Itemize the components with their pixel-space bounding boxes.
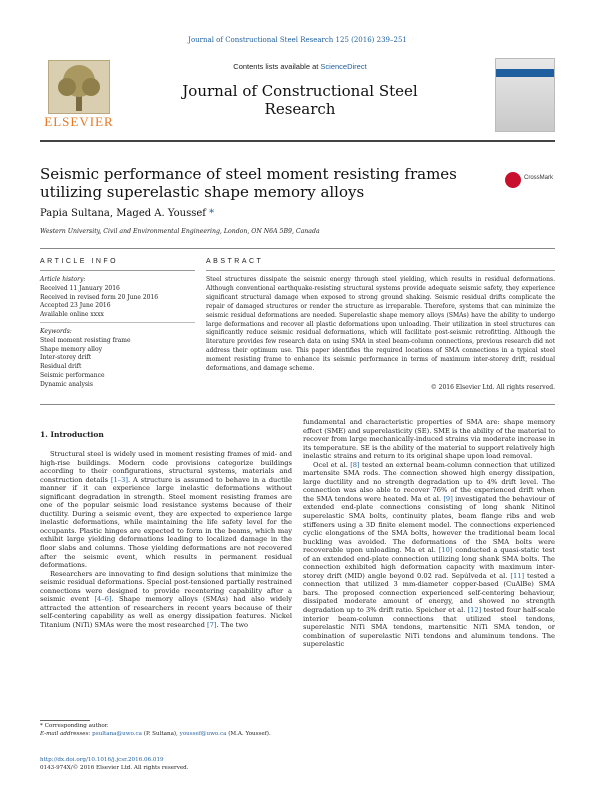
corresponding-author-mark[interactable]: * (209, 208, 215, 219)
article-history (40, 276, 195, 320)
citation-link[interactable]: [11] (510, 571, 525, 580)
paragraph-text: . The two (216, 620, 249, 629)
paragraph-text: Ocel et al. (313, 460, 351, 469)
paragraph (303, 461, 555, 649)
journal-title: Journal of Constructional Steel Research (182, 82, 418, 118)
paragraph-text: Researchers are innovating to find design solutions that minimize the seismic residual deformations. Special post-tensioned partially restrained connections were designed to provide recentering capability after a seismic event (40, 569, 292, 604)
paragraph-text: investigated the behaviour of extended end-plate connections consisting of long shank Nitinol superelastic SMA bolts, continuity plates, beam flange ribs and web stiffeners using a 3D finite element model. The connections experienced cyclic elongations of the SMA bolts, however the traditional beam local buckling was avoided. The deformations of the SMA bolts were recoverable upon unloading. Ma et al. (303, 494, 555, 555)
paragraph (40, 450, 292, 570)
journal-cover-image (495, 58, 555, 132)
crossmark-label: CrossMark (524, 175, 554, 181)
elsevier-tree-icon (48, 60, 110, 114)
crossmark-badge[interactable] (505, 170, 560, 194)
paragraph-text: . A structure is assumed to behave in a ductile manner if it can experience large inelastic deformations without significant degradation in strength. Steel moment resisting frames are one of the popular seismic load resistance systems because of their ductility. During a seismic event, they are expected to experience large inelastic deformations, while maintaining the life safety level for the occupants. Plastic hinges are expected to form in the beams, which may exhibit large yielding deformations leading to localized damage in the floor slabs and columns. Those yielding deformations are not recovered after the seismic event, which results in permanent residual deformations. (40, 475, 293, 570)
contents-prefix: Contents lists available at (233, 62, 321, 71)
paragraph-text: conducted a quasi-static test of an extended end-plate connection utilizing long shank SMA bolts. The connection exhibited high deformation capacity with maximum inter-storey drift (MID) angle beyond 0.02 rad. Sepúlveda et al. (303, 546, 555, 580)
citation-link[interactable]: [4–6] (94, 595, 112, 604)
keyword-item: Shape memory alloy (40, 345, 102, 353)
citation-link[interactable]: [10] (438, 546, 453, 555)
history-item: Received 11 January 2016 (40, 284, 120, 292)
citation-link[interactable]: [7] (207, 620, 217, 629)
cover-band (496, 69, 554, 77)
paragraph-text: tested an external beam-column connection that utilized martensite SMA rods. The connection showed high energy dissipation, large ductility and no strength degradation up to 4% drift level. The connection was also able to recover 76% of the experienced drift when the SMA tendons were heated. Ma et al. (303, 460, 555, 503)
sciencedirect-link[interactable]: ScienceDirect (320, 62, 367, 71)
keywords-block (40, 328, 195, 390)
contents-line (150, 62, 450, 71)
article-info-rule (40, 270, 195, 271)
email-owner: (P. Sultana), (142, 731, 180, 737)
paragraph-text: tested a connection that utilized 3 mm-diameter copper-based (CuAlBe) SMA bars. The proposed connection experienced self-centering behaviour, dissipated moderate amount of energy, and showed no strength degradation up to 3% drift ratio. Speicher et al. (303, 571, 555, 615)
history-item: Received in revised form 20 June 2016 (40, 293, 159, 301)
keyword-item: Inter-storey drift (40, 354, 92, 362)
body-column-left (40, 450, 292, 629)
article-info-heading: ARTICLE INFO (40, 258, 119, 265)
keyword-item: Dynamic analysis (40, 380, 93, 388)
history-item: Accepted 23 June 2016 (40, 302, 111, 310)
paragraph-text: Structural steel is widely used in moment resisting frames of mid- and high-rise buildings. Modern code provisions categorize buildings according to their configurations, structural systems, materials and construction details (40, 450, 292, 484)
body-divider (40, 404, 555, 405)
page-footer (40, 756, 292, 772)
footnote (40, 722, 292, 738)
email-link[interactable]: youssef@uwo.ca (179, 731, 227, 737)
issn-line: 0143-974X/© 2016 Elsevier Ltd. All rights reserved. (40, 765, 189, 771)
keywords-label: Keywords: (40, 328, 72, 335)
affiliation-divider (40, 248, 555, 249)
citation-link[interactable]: [12] (467, 606, 482, 615)
paragraph (303, 418, 555, 461)
abstract-copyright: © 2016 Elsevier Ltd. All rights reserved. (430, 384, 555, 391)
affiliation: Western University, Civil and Environmental Engineering, London, ON N6A 5B9, Canada (40, 228, 320, 235)
paragraph-text: fundamental and characteristic properties of SMA are: shape memory effect (SME) and superelasticity (SE). SME is the ability of the material to recover from large mechanically-induced strains via moderate increase in its temperature. SE is the ability of the material to support relatively high inelastic strains and return to its original shape upon load removal. (303, 418, 555, 461)
footnote-divider (40, 720, 90, 721)
paragraph-text: tested four half-scale interior beam-column connections that utilized steel tendons, superelastic NiTi SMA tendons, martensitic NiTi SMA tendon, or combination of superelastic NiTi tendons and aluminum tendons. The superelastic (303, 606, 555, 649)
keyword-item: Seismic performance (40, 371, 105, 379)
corresponding-author-note: * Corresponding author. (40, 723, 109, 729)
doi-link[interactable]: http://dx.doi.org/10.1016/j.jcsr.2016.06.019 (40, 757, 164, 763)
header-divider (40, 140, 555, 142)
history-item: Available online xxxx (40, 311, 104, 319)
abstract-rule (206, 270, 555, 271)
elsevier-logo (40, 60, 118, 130)
paragraph-text: . Shape memory alloys (SMAs) had also widely attracted the attention of researchers in recent years because of their self-centering capability as well as energy dissipation features. Nickel Titanium (NiTi) SMAs were the most researched (40, 595, 292, 629)
history-label: Article history: (40, 276, 86, 283)
paragraph (40, 570, 292, 630)
author-list (40, 208, 214, 219)
history-divider (40, 322, 195, 323)
citation-link[interactable]: [8] (350, 460, 360, 469)
citation-link[interactable]: [9] (443, 494, 453, 503)
email-label: E-mail addresses: (40, 731, 93, 737)
journal-citation[interactable]: Journal of Constructional Steel Research 125 (2016) 239–251 (188, 36, 407, 44)
email-link[interactable]: psultana@uwo.ca (92, 731, 143, 737)
email-note (40, 730, 292, 738)
body-column-right (303, 418, 555, 649)
authors-names: Papia Sultana, Maged A. Youssef (40, 208, 206, 219)
keyword-item: Residual drift (40, 363, 82, 371)
citation-link[interactable]: [1–3] (110, 475, 128, 484)
email-owner: (M.A. Youssef). (226, 731, 271, 737)
section-heading-introduction: 1. Introduction (40, 430, 104, 439)
abstract-heading: ABSTRACT (206, 258, 264, 265)
journal-header (40, 56, 555, 136)
elsevier-wordmark: ELSEVIER (44, 114, 114, 129)
keyword-item: Steel moment resisting frame (40, 336, 131, 344)
abstract-text: Steel structures dissipate the seismic energy through steel yielding, which results in residual deformations. Although conventional earthquake-resisting structural systems provide adequate seismic safety, they experience significant structural damage when exposed to strong ground shaking. Seismic residual drifts complicate the repair of damaged structures or render the structure as irreparable. Therefore, systems that can minimize the seismic residual deformations are needed. Superelastic shape memory alloys (SMAs) have the ability to undergo large deformations and recover all plastic deformations upon unloading. Their utilization in steel structures can significantly reduce seismic residual deformations, which will facilitate post-seismic retrofitting. Although the literature provides few research data on using SMA in steel beam-column connections, previous research did not address their optimum use. This paper identifies the required locations of SMA connections in a typical steel moment resisting frame to enhance its seismic performance in terms of maximum inter-storey drift, residual deformations, and damage scheme. (206, 276, 555, 373)
article-title: Seismic performance of steel moment resisting frames utilizing superelastic shape memory alloys (40, 165, 457, 201)
crossmark-icon (505, 172, 521, 188)
